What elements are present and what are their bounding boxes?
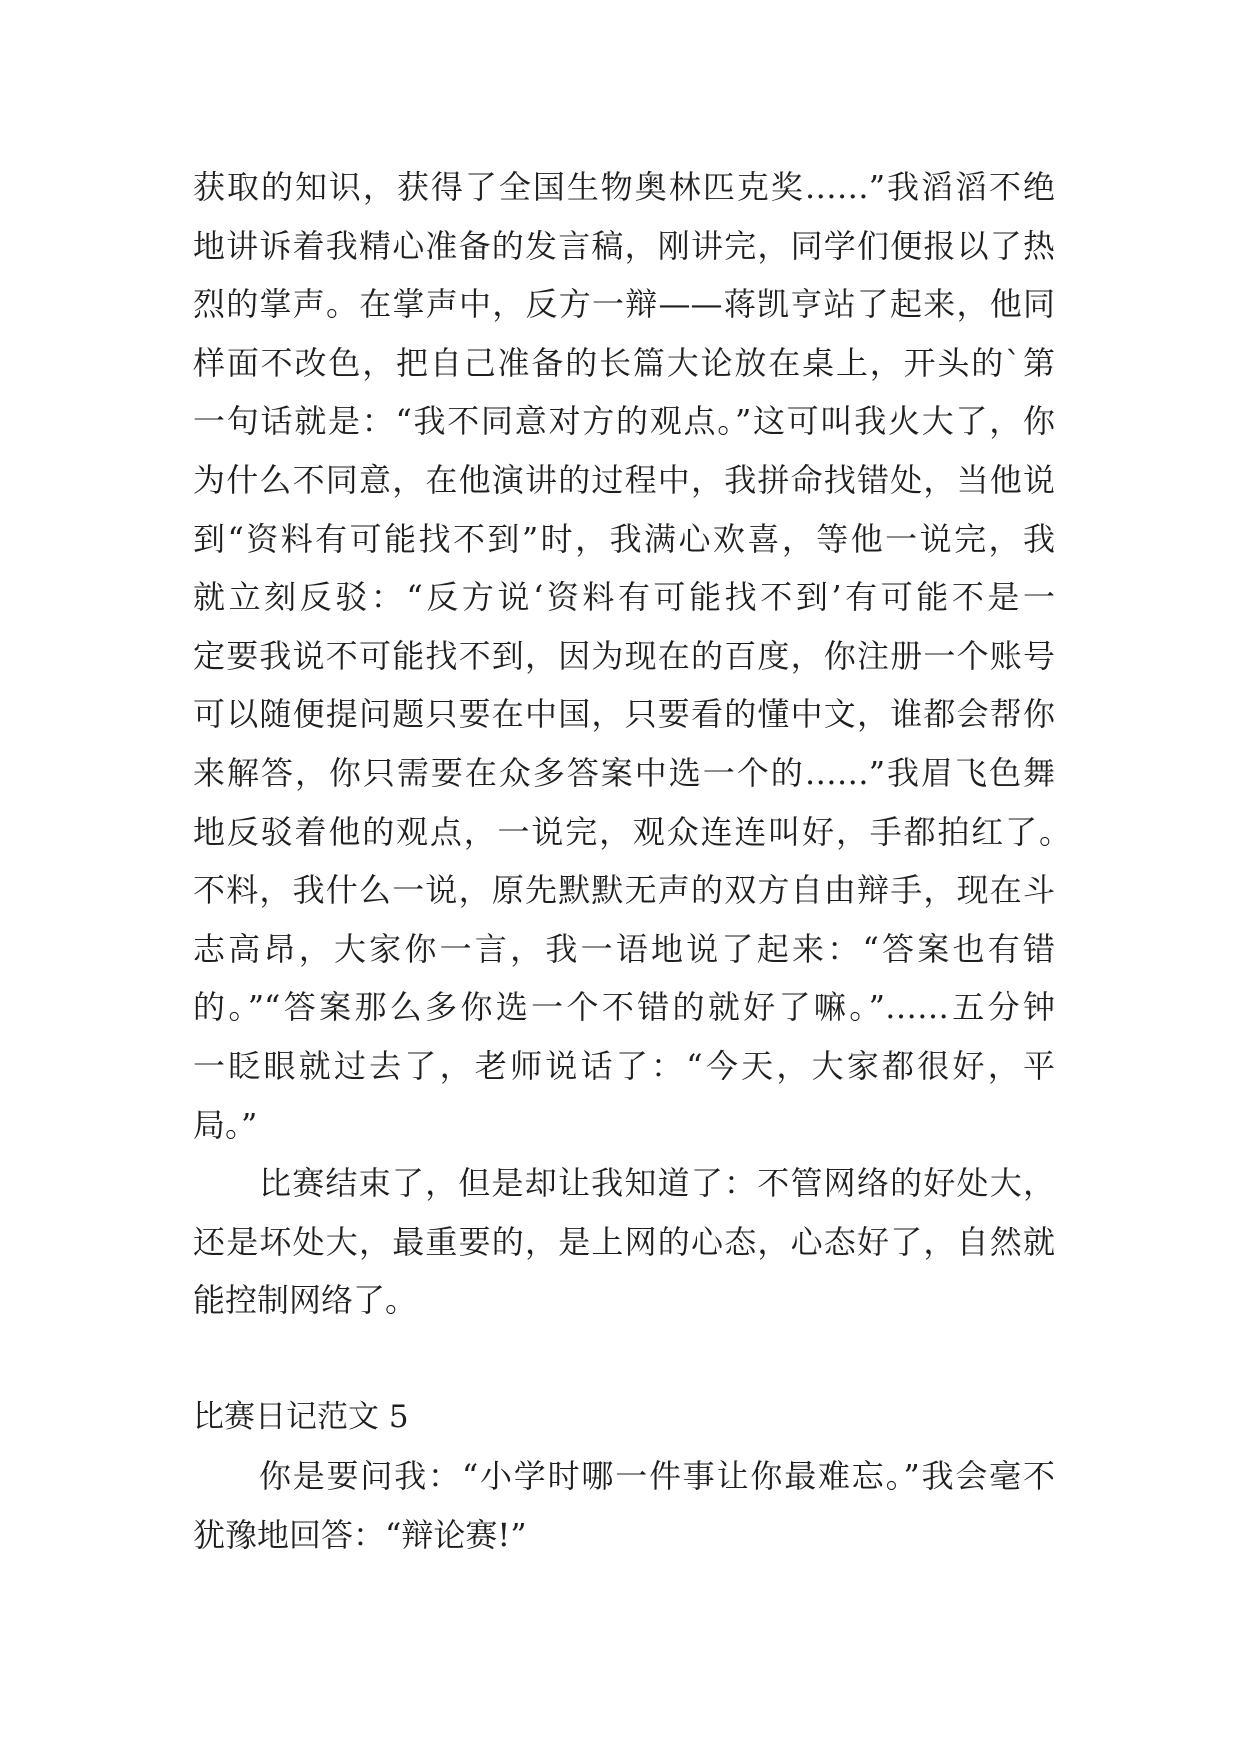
- text-line: 能控制网络了。: [193, 1281, 418, 1320]
- text-line: 一句话就是：“我不同意对方的观点。”这可叫我火大了，你: [193, 402, 1055, 441]
- text-line: 地讲诉着我精心准备的发言稿，刚讲完，同学们便报以了热: [193, 226, 1055, 265]
- text-line: 来解答，你只需要在众多答案中选一个的……”我眉飞色舞: [193, 753, 1055, 792]
- text-line: 不料，我什么一说，原先默默无声的双方自由辩手，现在斗: [193, 871, 1055, 910]
- text-line: 比赛结束了，但是却让我知道了：不管网络的好处大，: [259, 1164, 1055, 1203]
- text-line: 样面不改色，把自己准备的长篇大论放在桌上，开头的`第: [193, 343, 1055, 382]
- text-line: 就立刻反驳：“反方说‘资料有可能找不到’有可能不是一: [193, 578, 1055, 617]
- text-line: 一眨眼就过去了，老师说话了：“今天，大家都很好，平: [193, 1046, 1055, 1085]
- paragraph: [193, 158, 1071, 1154]
- text-line: 可以随便提问题只要在中国，只要看的懂中文，谁都会帮你: [193, 695, 1055, 734]
- text-line: 的。”“答案那么多你选一个不错的就好了嘛。”……五分钟: [193, 988, 1055, 1027]
- text-line: 还是坏处大，最重要的，是上网的心态，心态好了，自然就: [193, 1222, 1055, 1261]
- text-line: 获取的知识，获得了全国生物奥林匹克奖……”我滔滔不绝: [193, 168, 1055, 206]
- text-line: 定要我说不可能找不到，因为现在的百度，你注册一个账号: [193, 636, 1055, 675]
- paragraph: [193, 1154, 1055, 1330]
- document-body: [193, 158, 1071, 1564]
- text-line: 地反驳着他的观点，一说完，观众连连叫好，手都拍红了。: [193, 812, 1071, 851]
- paragraph: [193, 1447, 1055, 1564]
- text-line: 犹豫地回答：“辩论赛!”: [193, 1515, 527, 1554]
- section-heading: 比赛日记范文 5: [193, 1399, 409, 1436]
- text-line: 为什么不同意，在他演讲的过程中，我拼命找错处，当他说: [193, 460, 1055, 499]
- text-line: 到“资料有可能找不到”时，我满心欢喜，等他一说完，我: [193, 519, 1055, 558]
- text-line: 局。”: [193, 1105, 258, 1144]
- text-line: 烈的掌声。在掌声中，反方一辩——蒋凯亨站了起来，他同: [193, 285, 1055, 324]
- text-line: 你是要问我：“小学时哪一件事让你最难忘。”我会毫不: [259, 1457, 1055, 1496]
- text-line: 志高昂，大家你一言，我一语地说了起来：“答案也有错: [193, 929, 1055, 968]
